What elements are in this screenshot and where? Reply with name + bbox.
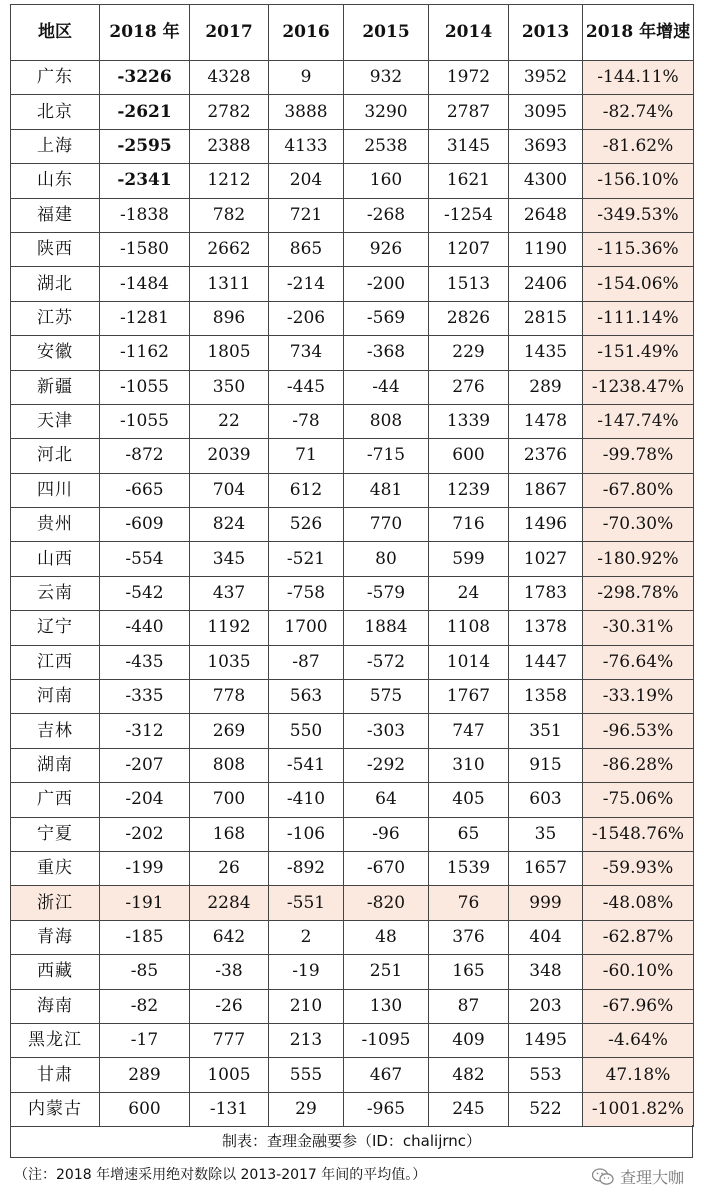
value-cell: 376 xyxy=(429,920,509,954)
region-cell: 云南 xyxy=(11,576,100,610)
value-cell: 1311 xyxy=(190,267,269,301)
growth-cell: -180.92% xyxy=(583,542,694,576)
value-cell: -551 xyxy=(269,886,344,920)
value-cell: 3888 xyxy=(269,95,344,129)
region-cell: 上海 xyxy=(11,129,100,163)
value-cell: 2826 xyxy=(429,301,509,335)
value-cell: 213 xyxy=(269,1023,344,1057)
value-cell: -1838 xyxy=(100,198,190,232)
value-cell: -572 xyxy=(344,645,429,679)
table-row xyxy=(11,542,694,576)
region-cell: 甘肃 xyxy=(11,1058,100,1092)
value-cell: 2 xyxy=(269,920,344,954)
value-cell: 1496 xyxy=(509,508,583,542)
region-cell: 陕西 xyxy=(11,232,100,266)
growth-cell: -30.31% xyxy=(583,611,694,645)
value-cell: 22 xyxy=(190,404,269,438)
value-cell: 2648 xyxy=(509,198,583,232)
watermark-label: 查理大咖 xyxy=(619,1168,684,1187)
growth-cell: -349.53% xyxy=(583,198,694,232)
region-cell: 安徽 xyxy=(11,336,100,370)
value-cell: 24 xyxy=(429,576,509,610)
growth-cell: -1238.47% xyxy=(583,370,694,404)
value-cell: 467 xyxy=(344,1058,429,1092)
region-cell: 吉林 xyxy=(11,714,100,748)
value-cell: 203 xyxy=(509,989,583,1023)
value-cell: -892 xyxy=(269,851,344,885)
value-cell: -38 xyxy=(190,955,269,989)
table-row xyxy=(11,680,694,714)
value-cell: 603 xyxy=(509,783,583,817)
value-cell: 437 xyxy=(190,576,269,610)
value-cell: 1621 xyxy=(429,164,509,198)
column-header: 2017 xyxy=(190,5,269,61)
region-cell: 山西 xyxy=(11,542,100,576)
table-row xyxy=(11,955,694,989)
table-row xyxy=(11,508,694,542)
value-cell: 4300 xyxy=(509,164,583,198)
table-row xyxy=(11,404,694,438)
value-cell: 348 xyxy=(509,955,583,989)
value-cell: 2782 xyxy=(190,95,269,129)
growth-cell: -147.74% xyxy=(583,404,694,438)
table-row xyxy=(11,439,694,473)
table-row xyxy=(11,748,694,782)
value-cell: 1014 xyxy=(429,645,509,679)
value-cell: -26 xyxy=(190,989,269,1023)
growth-cell: 47.18% xyxy=(583,1058,694,1092)
value-cell: 2787 xyxy=(429,95,509,129)
value-cell: 210 xyxy=(269,989,344,1023)
wechat-icon xyxy=(592,1168,614,1186)
value-cell: -185 xyxy=(100,920,190,954)
value-cell: 1027 xyxy=(509,542,583,576)
table-row xyxy=(11,198,694,232)
value-cell: 482 xyxy=(429,1058,509,1092)
growth-cell: -156.10% xyxy=(583,164,694,198)
value-cell: 229 xyxy=(429,336,509,370)
value-cell: 600 xyxy=(429,439,509,473)
growth-cell: -82.74% xyxy=(583,95,694,129)
value-cell: -78 xyxy=(269,404,344,438)
value-cell: -820 xyxy=(344,886,429,920)
value-cell: -3226 xyxy=(100,61,190,95)
value-cell: -303 xyxy=(344,714,429,748)
value-cell: -715 xyxy=(344,439,429,473)
value-cell: 926 xyxy=(344,232,429,266)
value-cell: 251 xyxy=(344,955,429,989)
region-cell: 辽宁 xyxy=(11,611,100,645)
table-row xyxy=(11,164,694,198)
growth-cell: -76.64% xyxy=(583,645,694,679)
value-cell: -96 xyxy=(344,817,429,851)
growth-cell: -99.78% xyxy=(583,439,694,473)
value-cell: 3095 xyxy=(509,95,583,129)
value-cell: 824 xyxy=(190,508,269,542)
value-cell: 3145 xyxy=(429,129,509,163)
region-cell: 内蒙古 xyxy=(11,1092,100,1126)
footnote: （注：2018 年增速采用绝对数除以 2013-2017 年间的平均值。） xyxy=(14,1167,427,1183)
value-cell: 350 xyxy=(190,370,269,404)
value-cell: 1108 xyxy=(429,611,509,645)
value-cell: 1358 xyxy=(509,680,583,714)
value-cell: -410 xyxy=(269,783,344,817)
value-cell: 2406 xyxy=(509,267,583,301)
growth-cell: -151.49% xyxy=(583,336,694,370)
value-cell: 9 xyxy=(269,61,344,95)
growth-cell: -86.28% xyxy=(583,748,694,782)
watermark xyxy=(592,1165,684,1188)
value-cell: 612 xyxy=(269,473,344,507)
growth-cell: -67.96% xyxy=(583,989,694,1023)
region-cell: 广西 xyxy=(11,783,100,817)
table-row xyxy=(11,1023,694,1057)
value-cell: 1972 xyxy=(429,61,509,95)
value-cell: 808 xyxy=(344,404,429,438)
value-cell: 405 xyxy=(429,783,509,817)
value-cell: -665 xyxy=(100,473,190,507)
value-cell: 1867 xyxy=(509,473,583,507)
value-cell: 932 xyxy=(344,61,429,95)
value-cell: 2538 xyxy=(344,129,429,163)
column-header: 2016 xyxy=(269,5,344,61)
value-cell: 1884 xyxy=(344,611,429,645)
value-cell: 2388 xyxy=(190,129,269,163)
growth-cell: -67.80% xyxy=(583,473,694,507)
region-cell: 宁夏 xyxy=(11,817,100,851)
value-cell: 4133 xyxy=(269,129,344,163)
region-cell: 福建 xyxy=(11,198,100,232)
value-cell: 1005 xyxy=(190,1058,269,1092)
region-cell: 西藏 xyxy=(11,955,100,989)
value-cell: 782 xyxy=(190,198,269,232)
value-cell: -206 xyxy=(269,301,344,335)
value-cell: 160 xyxy=(344,164,429,198)
value-cell: 1478 xyxy=(509,404,583,438)
value-cell: 2662 xyxy=(190,232,269,266)
value-cell: -2595 xyxy=(100,129,190,163)
region-cell: 江苏 xyxy=(11,301,100,335)
table-row xyxy=(11,95,694,129)
value-cell: 915 xyxy=(509,748,583,782)
data-table xyxy=(10,4,694,1127)
table-body xyxy=(11,61,694,1127)
value-cell: 409 xyxy=(429,1023,509,1057)
region-cell: 湖北 xyxy=(11,267,100,301)
value-cell: 310 xyxy=(429,748,509,782)
table-row xyxy=(11,714,694,748)
value-cell: 3693 xyxy=(509,129,583,163)
value-cell: 563 xyxy=(269,680,344,714)
value-cell: 734 xyxy=(269,336,344,370)
value-cell: -445 xyxy=(269,370,344,404)
value-cell: 26 xyxy=(190,851,269,885)
value-cell: -1055 xyxy=(100,370,190,404)
region-cell: 江西 xyxy=(11,645,100,679)
value-cell: 1495 xyxy=(509,1023,583,1057)
value-cell: 345 xyxy=(190,542,269,576)
value-cell: -85 xyxy=(100,955,190,989)
table-row xyxy=(11,920,694,954)
value-cell: 553 xyxy=(509,1058,583,1092)
value-cell: 599 xyxy=(429,542,509,576)
growth-cell: -62.87% xyxy=(583,920,694,954)
value-cell: -207 xyxy=(100,748,190,782)
value-cell: 1378 xyxy=(509,611,583,645)
value-cell: 87 xyxy=(429,989,509,1023)
table-row xyxy=(11,1092,694,1126)
growth-cell: -59.93% xyxy=(583,851,694,885)
value-cell: -19 xyxy=(269,955,344,989)
value-cell: 2815 xyxy=(509,301,583,335)
value-cell: 526 xyxy=(269,508,344,542)
region-cell: 湖南 xyxy=(11,748,100,782)
value-cell: -521 xyxy=(269,542,344,576)
table-row xyxy=(11,301,694,335)
table-row xyxy=(11,851,694,885)
value-cell: 555 xyxy=(269,1058,344,1092)
value-cell: -292 xyxy=(344,748,429,782)
value-cell: -554 xyxy=(100,542,190,576)
value-cell: 204 xyxy=(269,164,344,198)
region-cell: 浙江 xyxy=(11,886,100,920)
table-row xyxy=(11,783,694,817)
region-cell: 黑龙江 xyxy=(11,1023,100,1057)
value-cell: -82 xyxy=(100,989,190,1023)
value-cell: 999 xyxy=(509,886,583,920)
value-cell: 1212 xyxy=(190,164,269,198)
region-cell: 北京 xyxy=(11,95,100,129)
value-cell: 289 xyxy=(509,370,583,404)
table-row xyxy=(11,1058,694,1092)
growth-cell: -4.64% xyxy=(583,1023,694,1057)
growth-cell: -70.30% xyxy=(583,508,694,542)
value-cell: 896 xyxy=(190,301,269,335)
value-cell: 168 xyxy=(190,817,269,851)
value-cell: -199 xyxy=(100,851,190,885)
value-cell: 700 xyxy=(190,783,269,817)
column-header: 2015 xyxy=(344,5,429,61)
growth-cell: -154.06% xyxy=(583,267,694,301)
value-cell: 1435 xyxy=(509,336,583,370)
value-cell: 165 xyxy=(429,955,509,989)
region-cell: 广东 xyxy=(11,61,100,95)
value-cell: 2039 xyxy=(190,439,269,473)
value-cell: 721 xyxy=(269,198,344,232)
value-cell: 550 xyxy=(269,714,344,748)
table-row xyxy=(11,336,694,370)
value-cell: 76 xyxy=(429,886,509,920)
value-cell: 3290 xyxy=(344,95,429,129)
value-cell: 2376 xyxy=(509,439,583,473)
value-cell: -1484 xyxy=(100,267,190,301)
column-header: 2014 xyxy=(429,5,509,61)
value-cell: 64 xyxy=(344,783,429,817)
value-cell: -335 xyxy=(100,680,190,714)
value-cell: 269 xyxy=(190,714,269,748)
value-cell: -200 xyxy=(344,267,429,301)
value-cell: 1767 xyxy=(429,680,509,714)
value-cell: 522 xyxy=(509,1092,583,1126)
value-cell: -758 xyxy=(269,576,344,610)
growth-cell: -48.08% xyxy=(583,886,694,920)
value-cell: 1035 xyxy=(190,645,269,679)
value-cell: -542 xyxy=(100,576,190,610)
value-cell: -541 xyxy=(269,748,344,782)
value-cell: -268 xyxy=(344,198,429,232)
value-cell: 1339 xyxy=(429,404,509,438)
value-cell: 351 xyxy=(509,714,583,748)
column-header: 地区 xyxy=(11,5,100,61)
value-cell: -87 xyxy=(269,645,344,679)
value-cell: -204 xyxy=(100,783,190,817)
value-cell: 289 xyxy=(100,1058,190,1092)
value-cell: 1207 xyxy=(429,232,509,266)
value-cell: 3952 xyxy=(509,61,583,95)
value-cell: 404 xyxy=(509,920,583,954)
value-cell: -440 xyxy=(100,611,190,645)
table-row xyxy=(11,645,694,679)
value-cell: -569 xyxy=(344,301,429,335)
region-cell: 青海 xyxy=(11,920,100,954)
table-row xyxy=(11,611,694,645)
value-cell: 1190 xyxy=(509,232,583,266)
value-cell: 777 xyxy=(190,1023,269,1057)
value-cell: 2284 xyxy=(190,886,269,920)
column-header: 2018 年 xyxy=(100,5,190,61)
value-cell: 1192 xyxy=(190,611,269,645)
value-cell: -1281 xyxy=(100,301,190,335)
table-row xyxy=(11,232,694,266)
value-cell: -191 xyxy=(100,886,190,920)
value-cell: 1805 xyxy=(190,336,269,370)
value-cell: -214 xyxy=(269,267,344,301)
table-row xyxy=(11,61,694,95)
table-row xyxy=(11,886,694,920)
value-cell: 770 xyxy=(344,508,429,542)
region-cell: 山东 xyxy=(11,164,100,198)
value-cell: 778 xyxy=(190,680,269,714)
value-cell: -1580 xyxy=(100,232,190,266)
table-row xyxy=(11,576,694,610)
value-cell: -368 xyxy=(344,336,429,370)
table-row xyxy=(11,267,694,301)
value-cell: 1657 xyxy=(509,851,583,885)
value-cell: 1539 xyxy=(429,851,509,885)
header-row xyxy=(11,5,694,61)
growth-cell: -60.10% xyxy=(583,955,694,989)
value-cell: 481 xyxy=(344,473,429,507)
growth-cell: -115.36% xyxy=(583,232,694,266)
growth-cell: -1001.82% xyxy=(583,1092,694,1126)
value-cell: 48 xyxy=(344,920,429,954)
table-row xyxy=(11,370,694,404)
region-cell: 贵州 xyxy=(11,508,100,542)
value-cell: 71 xyxy=(269,439,344,473)
value-cell: 865 xyxy=(269,232,344,266)
region-cell: 海南 xyxy=(11,989,100,1023)
value-cell: 747 xyxy=(429,714,509,748)
growth-cell: -298.78% xyxy=(583,576,694,610)
growth-cell: -96.53% xyxy=(583,714,694,748)
value-cell: -609 xyxy=(100,508,190,542)
value-cell: 1447 xyxy=(509,645,583,679)
value-cell: -1162 xyxy=(100,336,190,370)
value-cell: -202 xyxy=(100,817,190,851)
value-cell: 80 xyxy=(344,542,429,576)
value-cell: -670 xyxy=(344,851,429,885)
value-cell: 276 xyxy=(429,370,509,404)
table-row xyxy=(11,817,694,851)
value-cell: 704 xyxy=(190,473,269,507)
table-row xyxy=(11,129,694,163)
value-cell: 600 xyxy=(100,1092,190,1126)
value-cell: -1254 xyxy=(429,198,509,232)
value-cell: -17 xyxy=(100,1023,190,1057)
value-cell: 808 xyxy=(190,748,269,782)
value-cell: 642 xyxy=(190,920,269,954)
value-cell: -2621 xyxy=(100,95,190,129)
region-cell: 四川 xyxy=(11,473,100,507)
growth-cell: -144.11% xyxy=(583,61,694,95)
value-cell: -435 xyxy=(100,645,190,679)
value-cell: -312 xyxy=(100,714,190,748)
table-row xyxy=(11,473,694,507)
value-cell: 130 xyxy=(344,989,429,1023)
value-cell: 35 xyxy=(509,817,583,851)
value-cell: 245 xyxy=(429,1092,509,1126)
value-cell: -1095 xyxy=(344,1023,429,1057)
value-cell: 1783 xyxy=(509,576,583,610)
growth-cell: -111.14% xyxy=(583,301,694,335)
region-cell: 天津 xyxy=(11,404,100,438)
value-cell: -965 xyxy=(344,1092,429,1126)
region-cell: 河北 xyxy=(11,439,100,473)
value-cell: -872 xyxy=(100,439,190,473)
region-cell: 河南 xyxy=(11,680,100,714)
column-header: 2013 xyxy=(509,5,583,61)
growth-cell: -33.19% xyxy=(583,680,694,714)
value-cell: 1513 xyxy=(429,267,509,301)
region-cell: 重庆 xyxy=(11,851,100,885)
region-cell: 新疆 xyxy=(11,370,100,404)
growth-cell: -81.62% xyxy=(583,129,694,163)
value-cell: 1239 xyxy=(429,473,509,507)
table-credit: 制表：查理金融要参（ID：chalijrnc） xyxy=(10,1125,693,1158)
value-cell: 29 xyxy=(269,1092,344,1126)
growth-cell: -75.06% xyxy=(583,783,694,817)
value-cell: -2341 xyxy=(100,164,190,198)
value-cell: 575 xyxy=(344,680,429,714)
value-cell: -44 xyxy=(344,370,429,404)
value-cell: 65 xyxy=(429,817,509,851)
growth-cell: -1548.76% xyxy=(583,817,694,851)
value-cell: 1700 xyxy=(269,611,344,645)
value-cell: -106 xyxy=(269,817,344,851)
column-header: 2018 年增速 xyxy=(583,5,694,61)
value-cell: 716 xyxy=(429,508,509,542)
value-cell: -1055 xyxy=(100,404,190,438)
table-row xyxy=(11,989,694,1023)
value-cell: -131 xyxy=(190,1092,269,1126)
value-cell: 4328 xyxy=(190,61,269,95)
value-cell: -579 xyxy=(344,576,429,610)
